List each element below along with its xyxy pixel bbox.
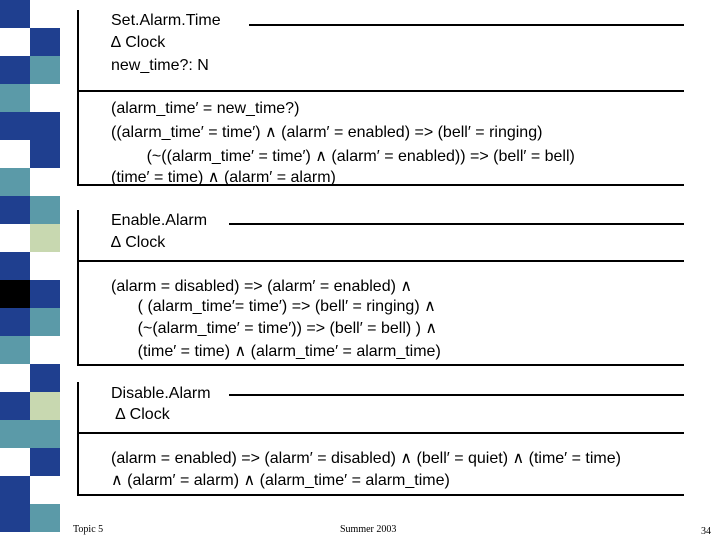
schema-bottom-rule — [77, 494, 684, 496]
schema-header: Enable.Alarm — [111, 212, 208, 229]
strip-square — [30, 336, 60, 364]
strip-square — [0, 364, 30, 392]
strip-square — [0, 84, 30, 112]
strip-square — [0, 28, 30, 56]
schema-divider — [77, 90, 684, 92]
footer-page-number: 34 — [701, 526, 711, 537]
strip-square — [30, 252, 60, 280]
strip-square — [30, 224, 60, 252]
strip-square — [0, 476, 30, 504]
schema-predicate: (alarm = disabled) => (alarm′ = enabled) ∧ — [111, 278, 413, 295]
strip-square — [0, 252, 30, 280]
strip-square — [0, 196, 30, 224]
strip-square — [30, 420, 60, 448]
schema-predicate: (~(alarm_time′ = time′)) => (bell′ = bell) ) ∧ — [111, 320, 438, 337]
strip-square — [30, 476, 60, 504]
footer-topic: Topic 5 — [73, 524, 104, 535]
strip-square — [30, 308, 60, 336]
schema-divider — [77, 260, 684, 262]
strip-square — [0, 140, 30, 168]
strip-square — [0, 504, 30, 532]
schema-left-rule — [77, 382, 79, 496]
strip-square — [30, 0, 60, 28]
schema-predicate: (time′ = time) ∧ (alarm_time′ = alarm_time) — [111, 343, 441, 360]
schema-header: Set.Alarm.Time — [111, 12, 221, 29]
schema-divider — [77, 432, 684, 434]
strip-square — [0, 280, 30, 308]
strip-square — [30, 392, 60, 420]
schema-left-rule — [77, 10, 79, 186]
strip-square — [0, 168, 30, 196]
schema-bottom-rule — [77, 364, 684, 366]
footer-date: Summer 2003 — [340, 524, 397, 535]
strip-square — [30, 140, 60, 168]
strip-square — [0, 112, 30, 140]
schema-declaration: ∆ Clock — [111, 406, 170, 423]
strip-square — [30, 448, 60, 476]
strip-square — [0, 56, 30, 84]
strip-square — [0, 224, 30, 252]
schema-declaration: new_time?: N — [111, 57, 209, 74]
decorative-color-strip — [0, 0, 60, 540]
schema-predicate: (time′ = time) ∧ (alarm′ = alarm) — [111, 169, 336, 186]
strip-square — [0, 448, 30, 476]
schema-predicate: (~((alarm_time′ = time′) ∧ (alarm′ = enabled)) => (bell′ = bell) — [111, 148, 575, 165]
strip-square — [0, 0, 30, 28]
strip-square — [0, 420, 30, 448]
schema-predicate: ( (alarm_time′= time′) => (bell′ = ringing) ∧ — [111, 298, 436, 315]
strip-square — [30, 196, 60, 224]
strip-square — [30, 168, 60, 196]
schema-declaration: ∆ Clock — [111, 234, 166, 251]
schema-enable-alarm — [77, 210, 684, 366]
schema-predicate: (alarm = enabled) => (alarm′ = disabled) ∧ (bell′ = quiet) ∧ (time′ = time) — [111, 450, 621, 467]
schema-header-rule — [229, 223, 684, 225]
strip-square — [30, 280, 60, 308]
strip-square — [30, 504, 60, 532]
schema-set-alarm-time — [77, 10, 684, 186]
strip-square — [30, 28, 60, 56]
strip-square — [30, 364, 60, 392]
strip-square — [0, 336, 30, 364]
schema-left-rule — [77, 210, 79, 366]
strip-square — [0, 392, 30, 420]
schema-header-rule — [229, 394, 684, 396]
strip-square — [30, 84, 60, 112]
schema-declaration: ∆ Clock — [111, 34, 166, 51]
strip-square — [30, 112, 60, 140]
schema-header-rule — [249, 24, 684, 26]
schema-header: Disable.Alarm — [111, 385, 211, 402]
strip-square — [0, 308, 30, 336]
strip-square — [30, 56, 60, 84]
schema-predicate: (alarm_time′ = new_time?) — [111, 100, 300, 117]
schema-disable-alarm — [77, 382, 684, 496]
schema-predicate: ∧ (alarm′ = alarm) ∧ (alarm_time′ = alarm_time) — [111, 472, 450, 489]
schema-predicate: ((alarm_time′ = time′) ∧ (alarm′ = enabled) => (bell′ = ringing) — [111, 124, 543, 141]
